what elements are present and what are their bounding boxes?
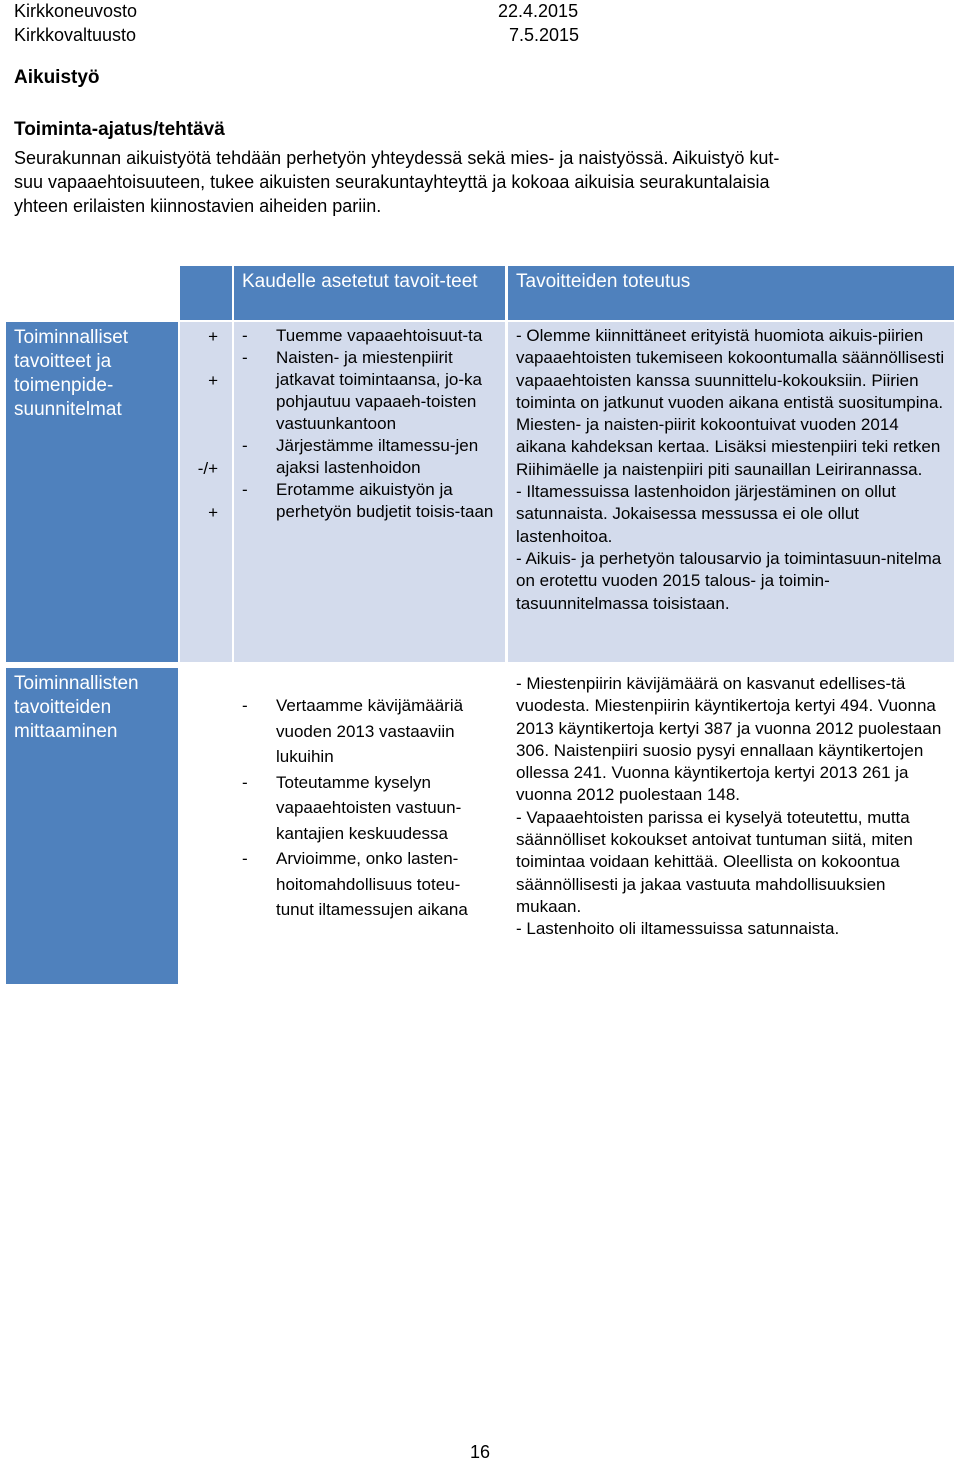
goal-item: - Toteutamme kyselyn vapaaehtoisten vastuun-kantajien keskuudessa: [240, 770, 497, 847]
goal-item: - Tuemme vapaaehtoisuut-ta: [240, 325, 497, 347]
result-paragraph: - Olemme kiinnittäneet erityistä huomiota aikuis-piirien vapaaehtoisten tukemiseen kokoontumalla säännöllisesti vapaaehtoisten kanssa suunnittelu-kokouksiin. Piirien toiminta on jatkunut vuoden aikana entistä suositumpina. Miesten- ja naisten-piirit kokoontuivat vuoden 2014 aikana kahdeksan kertaa. Lisäksi miestenpiiri teki retken Riihimäelle ja naistenpiiri piti saunaillan Leirirannassa.: [516, 326, 945, 479]
results-column-header: Tavoitteiden toteutus: [508, 266, 954, 320]
result-paragraph: - Lastenhoito oli iltamessuissa satunnaista.: [516, 919, 840, 939]
goal-item: - Naisten- ja miestenpiirit jatkavat toimintaansa, jo-ka pohjautuu vapaaeh-toisten vastuunkantoon: [240, 347, 497, 435]
table-marks-header-cell: [180, 266, 232, 320]
results-cell-row2: [508, 668, 954, 984]
result-paragraph: - Vapaaehtoisten parissa ei kyselyä toteutettu, mutta säännölliset kokoukset antoivat tuntuman siitä, miten toimintaa voidaan kehittää. Oleellista on kokoontua säännöllisesti ja jakaa vastuuta mahdollisuuksien mukaan.: [516, 807, 913, 916]
intro-line: Seurakunnan aikuistyötä tehdään perhetyön yhteydessä sekä mies- ja naistyössä. Aikuistyö kut-: [14, 148, 780, 168]
result-paragraph: - Miestenpiirin kävijämäärä on kasvanut edellises-tä vuodesta. Miestenpiirin käyntikertoja kertyi 494. Vuonna 2013 käyntikertoja kertyi 387 ja vuonna 2012 puolestaan 306. Naistenpiiri suosio pysyi ennallaan käyntikertojen ollessa 241. Vuonna käyntikertoja kertyi 2013 261 ja vuonna 2012 puolestaan 148.: [516, 674, 942, 805]
measurement-goals-list: [240, 693, 497, 923]
goals-column-header: Kaudelle asetetut tavoit-teet: [234, 266, 505, 320]
goal-item: - Erotamme aikuistyön ja perhetyön budjetit toisis-taan: [240, 479, 497, 523]
marks-cell-row2: [180, 668, 232, 984]
intro-line: suu vapaaehtoisuuteen, tukee aikuisten seurakuntayhteyttä ja kokoaa aikuisia seurakuntalaisia: [14, 172, 770, 192]
goal-item: - Järjestämme iltamessu-jen ajaksi lastenhoidon: [240, 435, 497, 479]
result-paragraph: - Aikuis- ja perhetyön talousarvio ja toimintasuun-nitelma on erotettu vuoden 2015 talous- ja toimin-tasuunnitelmassa toisistaan.: [516, 548, 942, 613]
goals-list: [240, 325, 497, 523]
header-date-1: 22.4.2015: [498, 1, 579, 21]
section-title: Aikuistyö: [14, 67, 100, 88]
goal-item: - Arvioimme, onko lasten-hoitomahdollisuus toteu-tunut iltamessujen aikana: [240, 846, 497, 923]
header-org-2: Kirkkovaltuusto: [14, 25, 137, 45]
status-mark: +: [208, 503, 218, 522]
header-org-1: Kirkkoneuvosto: [14, 1, 138, 21]
intro-line: yhteen erilaisten kiinnostavien aiheiden pariin.: [14, 196, 382, 216]
intro-heading: Toiminta-ajatus/tehtävä: [14, 119, 225, 140]
result-paragraph: - Iltamessuissa lastenhoidon järjestäminen on ollut satunnaista. Jokaisessa messussa ei ole ollut lastenhoitoa.: [516, 482, 896, 546]
goal-status-marks: [180, 322, 232, 662]
intro-text: [14, 146, 949, 218]
header-date-2: 7.5.2015: [509, 25, 580, 45]
row-header-operational-goals: Toiminnalliset tavoitteet ja toimenpide-suunnitelmat: [6, 322, 178, 662]
row-header-measurement: Toiminnallisten tavoitteiden mittaaminen: [6, 668, 178, 984]
status-mark: -/+: [197, 459, 218, 478]
results-cell-row1: [508, 322, 954, 662]
goals-cell-row2: [234, 668, 505, 984]
status-mark: +: [208, 371, 218, 390]
goal-item: - Vertaamme kävijämääriä vuoden 2013 vastaaviin lukuihin: [240, 693, 497, 770]
table-corner-cell: [6, 266, 178, 320]
status-mark: +: [208, 327, 218, 346]
goals-cell-row1: [234, 322, 505, 662]
page-number: 16: [469, 1442, 491, 1462]
